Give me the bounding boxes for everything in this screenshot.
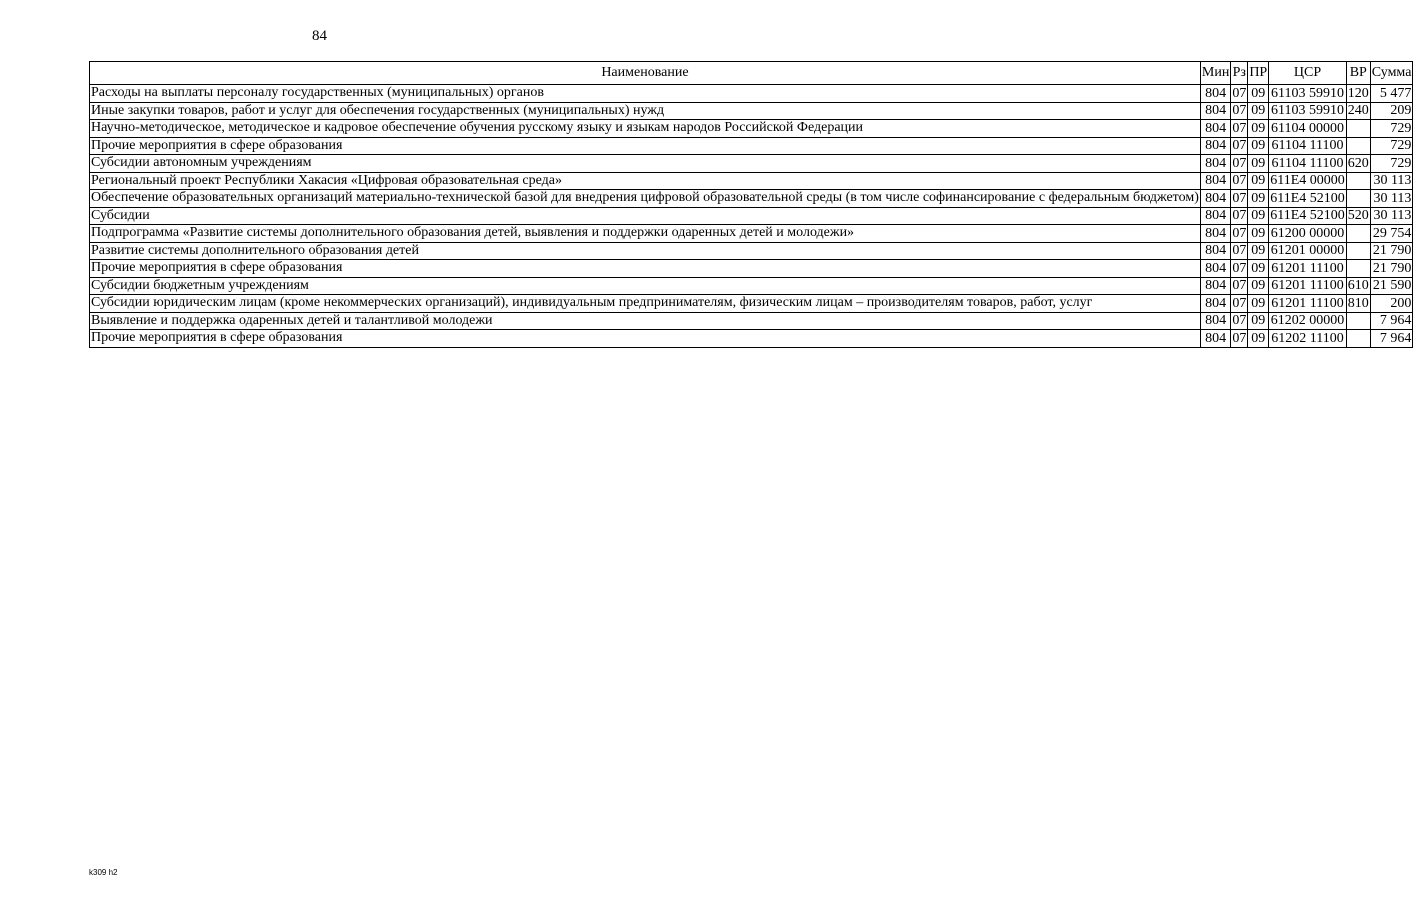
cell-vr: [1346, 120, 1370, 138]
footer-code: k309 h2: [89, 868, 118, 877]
cell-pr: 09: [1248, 155, 1269, 173]
cell-pr: 09: [1248, 207, 1269, 225]
table-header-row: [90, 62, 1413, 85]
cell-min: 804: [1200, 207, 1230, 225]
cell-vr: [1346, 330, 1370, 348]
cell-name: Субсидии автономным учреждениям: [90, 155, 1201, 173]
cell-rz: 07: [1232, 85, 1247, 101]
cell-name: Субсидии бюджетным учреждениям: [90, 277, 1201, 295]
cell-csr: 61201 00000: [1269, 242, 1347, 260]
cell-csr: 61200 00000: [1269, 225, 1347, 243]
cell-pr: 09: [1248, 190, 1269, 208]
cell-min: 804: [1200, 260, 1230, 278]
cell-vr: [1346, 172, 1370, 190]
cell-csr: 611Е4 52100: [1270, 208, 1345, 223]
cell-sum: 209: [1370, 102, 1413, 120]
cell-sum: 200: [1370, 295, 1413, 313]
cell-min: 804: [1200, 120, 1230, 138]
table-row: [90, 225, 1413, 243]
cell-pr: 09: [1248, 225, 1269, 243]
cell-vr: 810: [1347, 295, 1369, 311]
cell-name: Региональный проект Республики Хакасия «Цифровая образовательная среда»: [90, 172, 1201, 190]
cell-csr: 61103 59910: [1269, 85, 1347, 103]
cell-sum: 729: [1370, 137, 1413, 155]
cell-min: 804: [1200, 102, 1230, 120]
header-vr: ВР: [1346, 62, 1370, 85]
cell-pr: 09: [1248, 102, 1269, 120]
cell-min: 804: [1200, 225, 1230, 243]
cell-pr: 09: [1248, 330, 1269, 348]
table-row: [90, 330, 1413, 348]
cell-sum: 30 113: [1370, 207, 1413, 225]
cell-pr: 09: [1248, 137, 1269, 155]
header-csr: ЦСР: [1269, 62, 1347, 85]
cell-name: Расходы на выплаты персоналу государственных (муниципальных) органов: [90, 85, 1201, 103]
header-sum: Сумма: [1370, 62, 1413, 85]
table-body: [90, 85, 1413, 348]
cell-pr: 09: [1248, 242, 1269, 260]
cell-csr: 61201 11100: [1269, 295, 1347, 313]
table-row: [90, 85, 1413, 103]
cell-csr: 61103 59910: [1269, 102, 1347, 120]
cell-rz: 07: [1232, 330, 1247, 346]
cell-rz: 07: [1232, 278, 1247, 293]
cell-name: Прочие мероприятия в сфере образования: [90, 260, 1201, 278]
cell-rz: 07: [1232, 208, 1247, 223]
header-rz: Рз: [1231, 62, 1248, 85]
cell-name: Научно-методическое, методическое и кадровое обеспечение обучения русскому языку и языкам народов Российской Федерации: [90, 120, 1201, 138]
cell-min: 804: [1200, 295, 1230, 313]
table-row: [90, 242, 1413, 260]
cell-rz: 07: [1232, 103, 1247, 118]
cell-min: 804: [1200, 137, 1230, 155]
cell-csr: 61104 11100: [1269, 137, 1347, 155]
cell-vr: [1346, 190, 1370, 208]
header-min: Мин: [1200, 62, 1230, 85]
table-row: [90, 207, 1413, 225]
cell-rz: 07: [1232, 138, 1247, 153]
cell-csr: 61201 11100: [1269, 277, 1347, 295]
cell-csr: 611Е4 52100: [1270, 190, 1345, 206]
cell-sum: 7 964: [1370, 330, 1413, 348]
cell-name: Субсидии: [90, 207, 1201, 225]
table-row: [90, 120, 1413, 138]
cell-vr: [1346, 242, 1370, 260]
cell-pr: 09: [1248, 260, 1269, 278]
table-row: [90, 277, 1413, 295]
cell-pr: 09: [1248, 120, 1269, 138]
cell-name: Обеспечение образовательных организаций материально-технической базой для внедрения цифровой образовательной среды (в том числе софинансирование с федеральным бюджетом): [91, 190, 1199, 205]
cell-min: 804: [1200, 190, 1230, 208]
cell-vr: [1346, 312, 1370, 330]
cell-sum: 30 113: [1370, 172, 1413, 190]
table-row: [90, 295, 1413, 313]
table-row: [90, 190, 1413, 208]
header-name: Наименование: [90, 62, 1201, 85]
header-pr: ПР: [1248, 62, 1269, 85]
cell-vr: 620: [1347, 155, 1369, 171]
cell-min: 804: [1200, 312, 1230, 330]
cell-min: 804: [1200, 155, 1230, 173]
cell-vr: 120: [1347, 85, 1369, 101]
cell-name: Прочие мероприятия в сфере образования: [90, 330, 1201, 348]
budget-table: [89, 61, 1413, 348]
cell-sum: 21 790: [1370, 242, 1413, 260]
cell-name: Выявление и поддержка одаренных детей и талантливой молодежи: [90, 312, 1201, 330]
table-row: [90, 172, 1413, 190]
cell-vr: [1346, 260, 1370, 278]
cell-csr: 61104 00000: [1269, 120, 1347, 138]
cell-min: 804: [1200, 242, 1230, 260]
table-row: [90, 312, 1413, 330]
cell-pr: 09: [1248, 85, 1269, 103]
cell-vr: [1346, 225, 1370, 243]
cell-rz: 07: [1232, 243, 1247, 258]
cell-csr: 61104 11100: [1269, 155, 1347, 173]
cell-vr: [1346, 137, 1370, 155]
cell-vr: 520: [1347, 208, 1369, 223]
cell-csr: 61202 00000: [1269, 312, 1347, 330]
cell-rz: 07: [1232, 295, 1247, 311]
cell-name: Прочие мероприятия в сфере образования: [90, 137, 1201, 155]
cell-vr: 240: [1347, 103, 1369, 118]
cell-pr: 09: [1248, 312, 1269, 330]
cell-name: Подпрограмма «Развитие системы дополнительного образования детей, выявления и поддержки одаренных детей и молодежи»: [90, 225, 1201, 243]
cell-vr: 610: [1347, 278, 1369, 293]
cell-rz: 07: [1232, 173, 1247, 188]
cell-name: Развитие системы дополнительного образования детей: [90, 242, 1201, 260]
table-row: [90, 155, 1413, 173]
table-row: [90, 137, 1413, 155]
cell-rz: 07: [1232, 313, 1247, 328]
cell-min: 804: [1200, 85, 1230, 103]
cell-csr: 611Е4 00000: [1270, 173, 1345, 188]
cell-name: Иные закупки товаров, работ и услуг для обеспечения государственных (муниципальных) нужд: [90, 102, 1201, 120]
cell-pr: 09: [1248, 295, 1269, 313]
cell-sum: 29 754: [1370, 225, 1413, 243]
cell-csr: 61202 11100: [1269, 330, 1347, 348]
cell-pr: 09: [1248, 277, 1269, 295]
cell-rz: 07: [1232, 120, 1247, 136]
table-row: [90, 102, 1413, 120]
cell-name: Субсидии юридическим лицам (кроме некоммерческих организаций), индивидуальным предпринимателям, физическим лицам – производителям товаров, работ, услуг: [90, 295, 1201, 313]
cell-rz: 07: [1232, 155, 1247, 171]
cell-min: 804: [1200, 172, 1230, 190]
cell-sum: 729: [1370, 120, 1413, 138]
cell-sum: 7 964: [1370, 312, 1413, 330]
cell-rz: 07: [1232, 190, 1247, 206]
cell-pr: 09: [1248, 172, 1269, 190]
page-number: 84: [312, 28, 327, 44]
cell-min: 804: [1200, 330, 1230, 348]
table-row: [90, 260, 1413, 278]
cell-sum: 21 790: [1370, 260, 1413, 278]
cell-rz: 07: [1232, 225, 1247, 241]
cell-min: 804: [1200, 277, 1230, 295]
cell-sum: 21 590: [1370, 277, 1413, 295]
cell-csr: 61201 11100: [1269, 260, 1347, 278]
cell-sum: 30 113: [1370, 190, 1413, 208]
cell-rz: 07: [1232, 260, 1247, 276]
cell-sum: 5 477: [1370, 85, 1413, 103]
cell-sum: 729: [1370, 155, 1413, 173]
